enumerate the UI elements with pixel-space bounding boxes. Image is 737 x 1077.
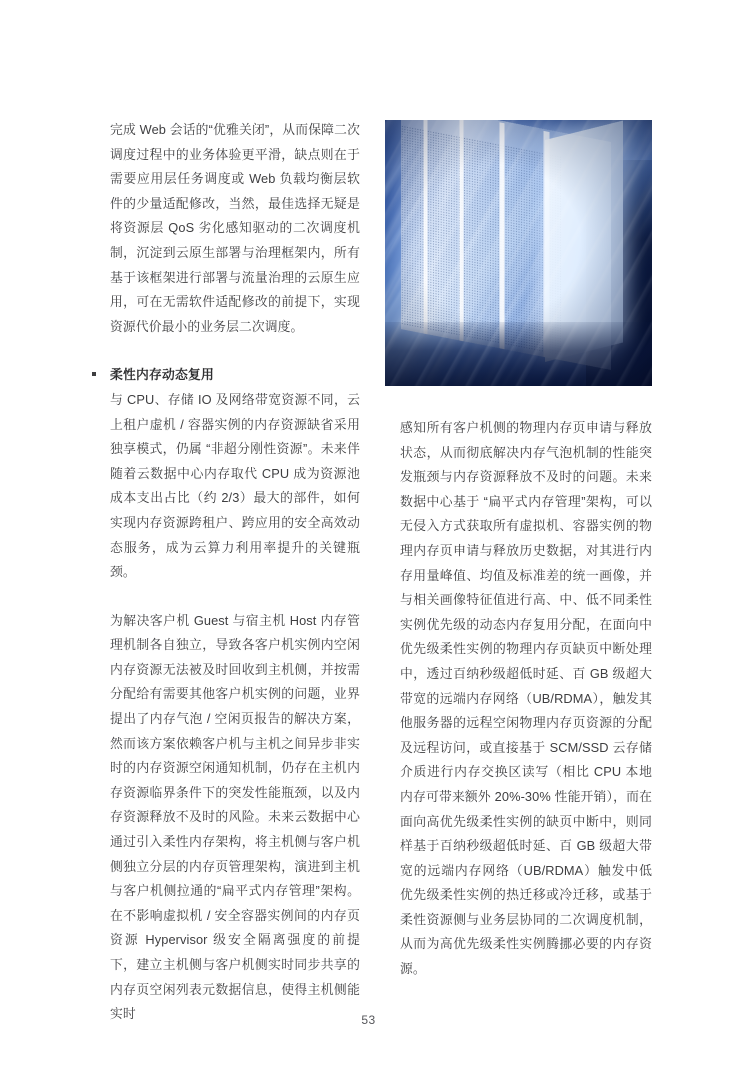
paragraph-flat-memory-management: 感知所有客户机侧的物理内存页申请与释放状态，从而彻底解决内存气泡机制的性能突发瓶颈与内存资源释放不及时的问题。未来数据中心基于 “扁平式内存管理”架构，可以无侵入方式获取所有虚拟机、容器实例的物理内存页申请与释放历史数据，对其进行内存用量峰值、均值及标准差的统一画像，并与相关画像特征值进行高、中、低不同柔性实例优先级的动态内存复用分配，在面向中优先级柔性实例的物理内存页缺页中断处理中，透过百纳秒级超低时延、百 GB 级超大带宽的远端内存网络（UB/RDMA），触发其他服务器的远程空闲物理内存页资源的分配及远程访问，或直接基于 SCM/SSD 云存储介质进行内存交换区读写（相比 CPU 本地内存可带来额外 20%-30% 性能开销），而在面向高优先级柔性实例的缺页中断中，则同样基于百纳秒级超低时延、百 GB 级超大带宽的远端内存网络（UB/RDMA）触发中低优先级柔性实例的热迁移或冷迁移，或基于柔性资源侧与业务层协同的二次调度机制，从而为高优先级柔性实例腾挪必要的内存资源。	[400, 420, 652, 977]
photo-floor-shade	[385, 322, 652, 386]
right-text-column	[400, 416, 652, 982]
bulleted-section-flexible-memory	[110, 363, 360, 388]
left-text-column	[110, 118, 360, 1027]
page-number: 53	[361, 1013, 376, 1027]
datacenter-server-racks-photo	[385, 120, 652, 386]
paragraph-guest-host-memory: 为解决客户机 Guest 与宿主机 Host 内存管理机制各自独立，导致各客户机实例内空闲内存资源无法被及时回收到主机侧，并按需分配给有需要其他客户机实例的问题，业界提出了内存气泡 / 空闲页报告的解决方案，然而该方案依赖客户机与主机之间异步非实时的内存资源空闲通知机制，仍存在主机内存资源临界条件下的突发性能瓶颈，以及内存资源释放不及时的风险。未来云数据中心通过引入柔性内存架构，将主机侧与客户机侧独立分层的内存页管理架构，演进到主机与客户机侧拉通的“扁平式内存管理”架构。在不影响虚拟机 / 安全容器实例间的内存页资源 Hypervisor 级安全隔离强度的前提下，建立主机侧与客户机侧实时同步共享的内存页空闲列表元数据信息，使得主机侧能实时	[110, 612, 360, 1022]
paragraph-memory-rigid-resource: 与 CPU、存储 IO 及网络带宽资源不同，云上租户虚机 / 容器实例的内存资源缺省采用独享模式，仍属 “非超分刚性资源”。未来伴随着云数据中心内存取代 CPU 成为资源池成本支出占比（约 2/3）最大的部件，如何实现内存资源跨租户、跨应用的安全高效动态服务，成为云算力利用率提升的关键瓶颈。	[110, 391, 360, 580]
section-subheading: 柔性内存动态复用	[110, 367, 214, 383]
paragraph-secondary-scheduling: 完成 Web 会话的“优雅关闭”，从而保障二次调度过程中的业务体验更平滑，缺点则在于需要应用层任务调度或 Web 负载均衡层软件的少量适配修改，当然，最佳选择无疑是将资源层 QoS 劣化感知驱动的二次调度机制，沉淀到云原生部署与治理框架内，所有基于该框架进行部署与流量治理的云原生应用，可在无需软件适配修改的前提下，实现资源代价最小的业务层二次调度。	[110, 122, 360, 334]
bullet-square-icon	[92, 372, 96, 376]
